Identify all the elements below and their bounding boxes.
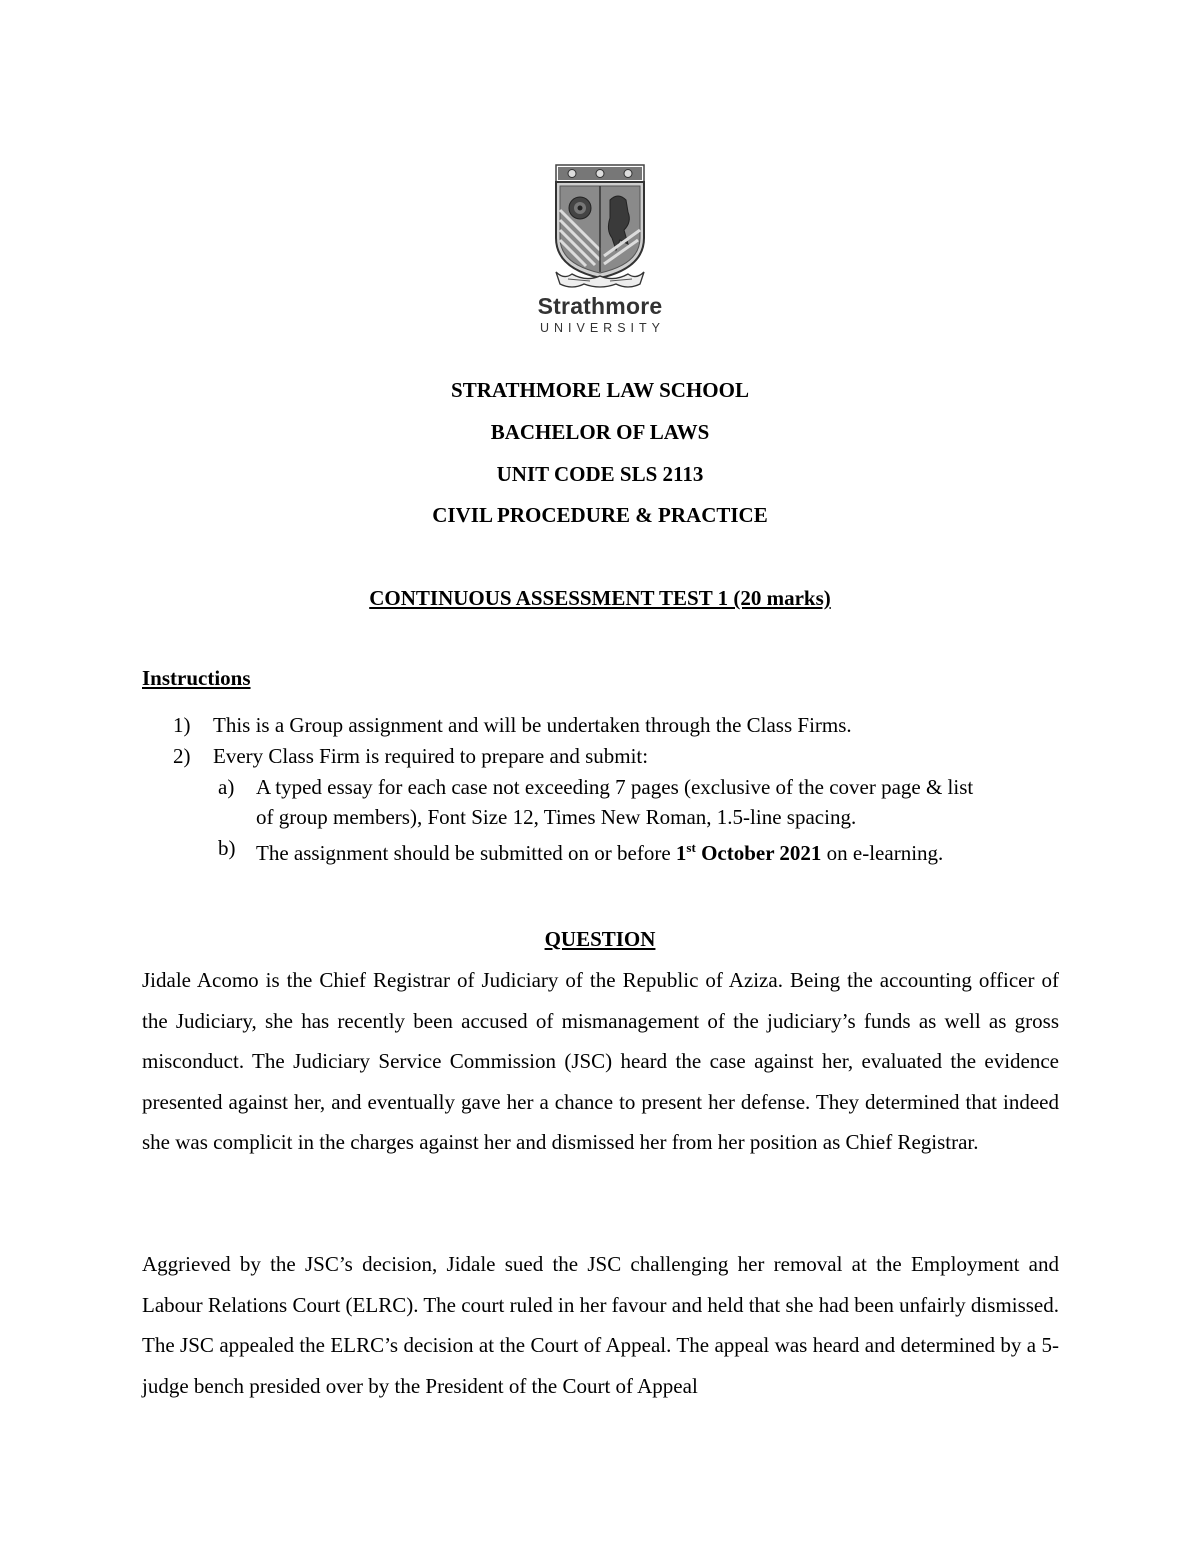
instruction-subitem-a-line2: of group members), Font Size 12, Times New Roman, 1.5-line spacing. [256, 805, 857, 829]
instruction-marker-2: 2) [173, 744, 191, 768]
instruction-subitem-marker-a: a) [218, 775, 235, 799]
wordmark-line2: UNIVERSITY [539, 321, 665, 335]
subitem-b-text-after: on e-learning. [821, 841, 944, 865]
subitem-b-day: 1 [675, 841, 687, 865]
instruction-item-2: Every Class Firm is required to prepare and submit: [213, 744, 649, 768]
test-title: CONTINUOUS ASSESSMENT TEST 1 (20 marks) [369, 586, 831, 610]
crest-shield-icon [520, 160, 680, 290]
subitem-b-date: October 2021 [695, 841, 822, 865]
question-paragraph-1: Jidale Acomo is the Chief Registrar of Judiciary of the Republic of Aziza. Being the accounting officer of the Judiciary, she has recently been accused of mismanagement of the judiciary’s funds as well as gross misconduct. The Judiciary Service Commission (JSC) heard the case against her, evaluated the evidence presented against her, and eventually gave her a chance to present her defense. They determined that indeed she was complicit in the charges against her and dismissed her from her position as Chief Registrar. [142, 968, 1059, 1155]
university-wordmark [520, 292, 680, 336]
instruction-marker-1: 1) [173, 713, 191, 737]
instruction-item-1: This is a Group assignment and will be undertaken through the Class Firms. [213, 713, 852, 737]
unit-code: UNIT CODE SLS 2113 [496, 462, 704, 486]
question-heading: QUESTION [544, 927, 656, 951]
question-paragraph-2: Aggrieved by the JSC’s decision, Jidale sued the JSC challenging her removal at the Employment and Labour Relations Court (ELRC). The court ruled in her favour and held that she had been unfairly dismissed. The JSC appealed the ELRC’s decision at the Court of Appeal. The appeal was heard and determined by a 5-judge bench presided over by the President of the Court of Appeal [142, 1252, 1059, 1398]
wordmark-line1: Strathmore [537, 293, 663, 319]
unit-name: CIVIL PROCEDURE & PRACTICE [432, 503, 768, 527]
school-name: STRATHMORE LAW SCHOOL [451, 378, 749, 402]
subitem-b-superscript: st [686, 840, 696, 855]
instruction-subitem-b [256, 835, 943, 866]
subitem-b-text-before: The assignment should be submitted on or before [256, 841, 676, 865]
instruction-subitem-marker-b: b) [218, 836, 236, 860]
degree-name: BACHELOR OF LAWS [490, 420, 710, 444]
instruction-subitem-a-line1: A typed essay for each case not exceeding 7 pages (exclusive of the cover page & list [256, 775, 974, 799]
instructions-heading: Instructions [142, 666, 251, 690]
